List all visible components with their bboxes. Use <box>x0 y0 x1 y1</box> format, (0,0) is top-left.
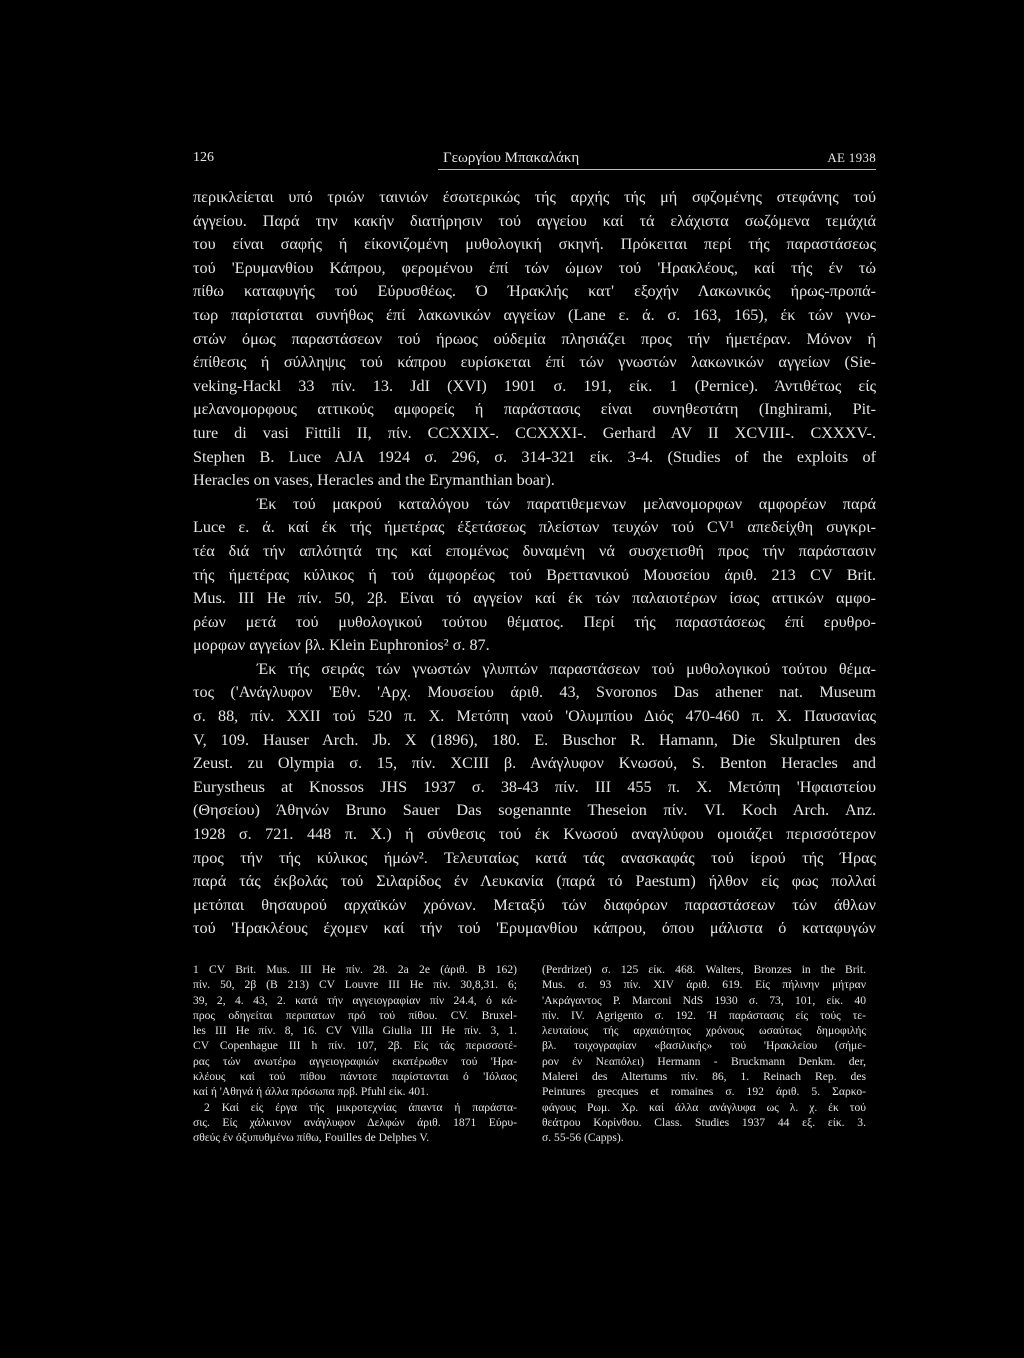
body-line: άγγείου. Παρά την κακήν διατήρησιν τού αγγείου καί τά ελάχιστα σωζόμενα τεμάχιά <box>193 211 876 230</box>
footnote-line: 'Ακράγαντος P. Marconi NdS 1930 σ. 73, 101, είκ. 40 <box>542 993 866 1007</box>
footnote-line: CV Copenhague III h πίν. 107, 2β. Είς τάς περισσοτέ- <box>193 1039 517 1053</box>
footnote-line: πίν. 50, 2β (B 213) CV Louvre III He πίν. 30,8,31. 6; <box>193 978 517 992</box>
body-line: μελανομορφους αττικούς αμφορείς ή παράστασις είναι συνηθεστάτη (Inghirami, Pit- <box>193 400 876 419</box>
body-line: πίθω καταφυγής τού Εύρυσθέως. Ό Ήρακλής κατ' εξοχήν Λακωνικός ήρως-προπά- <box>193 282 876 301</box>
page-header <box>193 150 876 176</box>
journal-volume: ΑΕ 1938 <box>827 150 876 165</box>
footnote-line: σις. Είς χάλκινον ανάγλυφον Δελφών άριθ. 1871 Εύρυ- <box>193 1115 517 1129</box>
body-line: Έκ τού μακρού καταλόγου τών παρατιθεμενων μελανομορφων αμφορέων παρά <box>257 494 876 513</box>
body-line: μετόπαι θησαυρού αρχαϊκών χρόνων. Μεταξύ τών διαφόρων παραστάσεων τών άθλων <box>193 895 876 914</box>
footnote-line: φάγους Ρωμ. Χρ. καί άλλα ανάγλυφα ως λ. χ. έκ τού <box>542 1100 866 1114</box>
footnote-line: θεάτρου Κορίνθου. Class. Studies 1937 44 εξ. είκ. 3. <box>542 1115 866 1129</box>
body-line: Έκ τής σειράς τών γνωστών γλυπτών παραστάσεων τού μυθολογικού τούτου θέμα- <box>257 659 876 678</box>
body-line: ρέων μετά τού μυθολογικού τούτου θέματος. Περί τής παραστάσεως έπί ερυθρο- <box>193 612 876 631</box>
body-line: μορφων αγγείων βλ. Klein Euphronios² σ. 87. <box>193 636 490 655</box>
body-line: Eurystheus at Knossos JHS 1937 σ. 38-43 πίν. III 455 π. Χ. Μετόπη 'Ηφαιστείου <box>193 777 876 796</box>
footnote-line: 1 CV Brit. Mus. III He πίν. 28. 2a 2e (άριθ. B 162) <box>193 963 517 976</box>
body-line: τέα διά τήν απλότητά της καί επομένως δυναμένη νά συσχετισθή προς τήν παράστασιν <box>193 541 876 560</box>
body-line: ture di vasi Fittili II, πίν. CCXXIX-. CCXXXI-. Gerhard AV II XCVIII-. CXXXV-. <box>193 423 876 442</box>
footnote-line: Peintures grecques et romaines σ. 192 άριθ. 5. Σαρκο- <box>542 1085 866 1099</box>
body-line: τος ('Ανάγλυφον 'Εθν. 'Αρχ. Μουσείου άριθ. 43, Svoronos Das athener nat. Museum <box>193 683 876 702</box>
footnote-line: προς οδηγείται περιπατων πρό τού πίθου. CV. Bruxel- <box>193 1008 517 1022</box>
body-line: στών όμως παραστάσεων τού ήρωος ούδεμία πλησιάζει προς τήν ήμετέραν. Μόνον ή <box>193 329 876 348</box>
footnote-line: ρον έν Νεαπόλει) Hermann - Bruckmann Denkm. der, <box>542 1054 866 1068</box>
footnote-line: 2 Καί είς έργα τής μικροτεχνίας άπαντα ή παράστα- <box>204 1100 517 1114</box>
footnote-line: κλέους καί τού πίθου πάντοτε παρίστανται ό 'Ιόλαος <box>193 1070 517 1084</box>
body-line: τής ήμετέρας κύλικος ή τού άμφορέως τού Βρεττανικού Μουσείου άριθ. 213 CV Brit. <box>193 565 876 584</box>
body-line: Luce ε. ά. καί έκ τής ήμετέρας έξετάσεως πλείστων τευχών τού CV¹ απεδείχθη συγκρι- <box>193 518 876 537</box>
body-line: Stephen B. Luce AJA 1924 σ. 296, σ. 314-321 είκ. 3-4. (Studies of the exploits of <box>193 447 876 466</box>
body-line: V, 109. Hauser Arch. Jb. X (1896), 180. E. Buschor R. Hamann, Die Skulpturen des <box>193 730 876 749</box>
body-line: (Θησείου) Άθηνών Bruno Sauer Das sogenannte Theseion πίν. VI. Koch Arch. Anz. <box>193 801 876 820</box>
footnote-line: πίν. IV. Agrigento σ. 192. Ή παράστασις είς τούς τε- <box>542 1008 866 1022</box>
footnote-line: (Perdrizet) σ. 125 είκ. 468. Walters, Bronzes in the Brit. <box>542 963 866 976</box>
body-line: έπίθεσις ή σύλληψις τού κάπρου ευρίσκεται έπί τών γνωστών λακωνικών αγγείων (Sie- <box>193 353 876 372</box>
footnote-line: les III He πίν. 8, 16. CV Villa Giulia III He πίν. 3, 1. <box>193 1024 517 1038</box>
body-line: του είναι σαφής ή είκονιζομένη μυθολογική σκηνή. Πρόκειται περί τής παραστάσεως <box>193 235 876 254</box>
body-line: Heracles on vases, Heracles and the Erymanthian boar). <box>193 471 555 490</box>
footnotes-right-column <box>542 962 866 1146</box>
body-line: τού 'Ηρακλέους έχομεν καί τήν τού 'Ερυμανθίου κάπρου, όπου μάλιστα ό καταφυγών <box>193 919 876 938</box>
body-line: σ. 88, πίν. XXII τού 520 π. Χ. Μετόπη ναού 'Ολυμπίου Διός 470-460 π. Χ. Παυσανίας <box>193 707 876 726</box>
footnote-line: Malerei des Altertums πίν. 86, 1. Reinach Rep. des <box>542 1070 866 1084</box>
page-number: 126 <box>193 150 214 165</box>
body-line: προς τήν τής κύλικος ήμών². Τελευταίως κατά τάς ανασκαφάς τού ίερού τής Ήρας <box>193 848 876 867</box>
body-line: 1928 σ. 721. 448 π. Χ.) ή σύνθεσις τού έκ Κνωσού αναγλύφου ομοιάζει περισσότερον <box>193 825 876 844</box>
body-line: veking-Hackl 33 πίν. 13. JdI (XVI) 1901 σ. 191, είκ. 1 (Pernice). Άντιθέτως είς <box>193 376 876 395</box>
body-line: περικλείεται υπό τριών ταινιών έσωτερικώς τής αρχής τής μή σφζομένης στεφάνης τού <box>193 188 876 206</box>
header-rule <box>438 169 876 170</box>
footnote-line: Mus. σ. 93 πίν. XIV άριθ. 619. Είς πήλινην μήτραν <box>542 978 866 992</box>
body-line: Zeust. zu Olympia σ. 15, πίν. XCIII β. Ανάγλυφον Κνωσού, S. Benton Heracles and <box>193 754 876 773</box>
body-text <box>193 186 876 941</box>
footnote-line: σ. 55-56 (Capps). <box>542 1131 624 1145</box>
footnote-line: βλ. τοιχογραφίαν «βασιλικής» τού 'Ηρακλείου (σήμε- <box>542 1039 866 1053</box>
body-line: τού 'Ερυμανθίου Κάπρου, φερομένου έπί τών ώμων τού 'Ηρακλέους, καί τής έν τώ <box>193 258 876 277</box>
body-line: Mus. III He πίν. 50, 2β. Είναι τό αγγείον καί έκ τών παλαιοτέρων ίσως αττικών αμφο- <box>193 589 876 608</box>
body-line: παρά τάς έκβολάς τού Σιλαρίδος έν Λευκανία (παρά τό Paestum) ήλθον είς φως πολλαί <box>193 872 876 891</box>
footnotes-left-column <box>193 962 517 1146</box>
body-line: τωρ παρίσταται συνήθως έπί λακωνικών αγγείων (Lane ε. ά. σ. 163, 165), έκ τών γνω- <box>193 305 876 324</box>
footnote-line: 39, 2, 4. 43, 2. κατά τήν αγγειογραφίαν πίν 24.4, ό κά- <box>193 993 517 1007</box>
running-title: Γεωργίου Μπακαλάκη <box>443 150 580 166</box>
footnote-line: καί ή 'Αθηνά ή άλλα πρόσωπα πρβ. Pfuhl είκ. 401. <box>193 1085 429 1099</box>
footnote-line: σθεύς έν όξυπυθμένω πίθω, Fouilles de Delphes V. <box>193 1131 430 1145</box>
footnote-line: λευταίους τής αρχαιότητος χρόνους ωσαύτως δημοφιλής <box>542 1024 866 1038</box>
footnote-line: ρας τών ανωτέρω αγγειογραφιών εκατέρωθεν τού 'Ηρα- <box>193 1054 517 1068</box>
